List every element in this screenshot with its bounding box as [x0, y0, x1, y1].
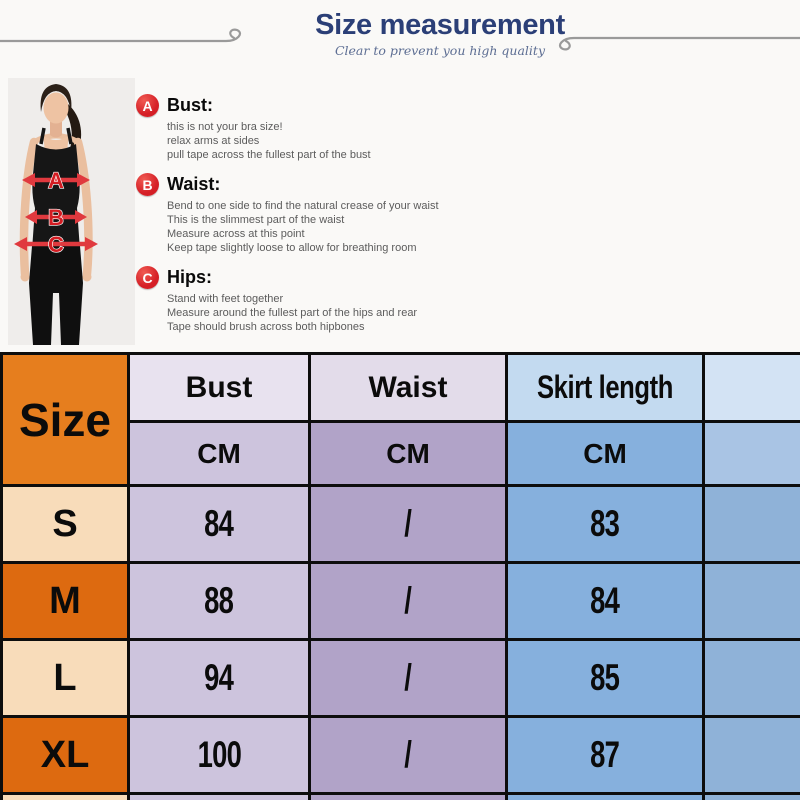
waist-value-s: / [310, 486, 507, 563]
hips-marker-letter: C [48, 232, 64, 257]
size-table [0, 352, 800, 800]
hips-heading: Hips: [167, 267, 212, 287]
bust-value-xl: 100 [129, 717, 310, 794]
instruction-section-waist [136, 173, 496, 255]
waist-line-3: Measure across at this point [167, 228, 305, 240]
bust-line-1: this is not your bra size! [167, 121, 283, 133]
column-header-row [2, 354, 800, 422]
bust-value-s: 84 [129, 486, 310, 563]
bust-line-2: relax arms at sides [167, 135, 260, 147]
bust-cell-clipped [129, 794, 310, 800]
size-cell-xl: XL [2, 717, 129, 794]
waist-cell-clipped [310, 794, 507, 800]
marker-a-letter: A [142, 97, 153, 114]
waist-line-1: Bend to one side to find the natural crease of your waist [167, 200, 439, 212]
hips-line-2: Measure around the fullest part of the hips and rear [167, 307, 418, 319]
col-header-bust: Bust [129, 354, 310, 422]
size-corner-header: Size [2, 354, 129, 486]
skirt-length-value-l: 85 [507, 640, 704, 717]
bust-marker-letter: A [48, 168, 64, 193]
size-cell-s: S [2, 486, 129, 563]
extra-cell [704, 486, 800, 563]
hips-line-1: Stand with feet together [167, 293, 284, 305]
skirt-length-value-s: 83 [507, 486, 704, 563]
page-title: Size measurement [315, 9, 565, 41]
extra-cell [704, 640, 800, 717]
page-subtitle: Clear to prevent you high quality [334, 43, 546, 58]
right-hand [83, 273, 92, 282]
unit-bust: CM [129, 422, 310, 486]
bust-value-m: 88 [129, 563, 310, 640]
model-photo [8, 78, 135, 345]
skirt-length-value-m: 84 [507, 563, 704, 640]
left-hand [21, 273, 30, 282]
marker-b-badge [136, 173, 159, 196]
table-row-l [2, 640, 800, 717]
waist-line-4: Keep tape slightly loose to allow for breathing room [167, 242, 417, 254]
size-cell-clipped [2, 794, 129, 800]
extra-cell [704, 563, 800, 640]
extra-cell [704, 717, 800, 794]
bust-value-l: 94 [129, 640, 310, 717]
table-row-m [2, 563, 800, 640]
skirt-length-value-xl: 87 [507, 717, 704, 794]
unit-waist: CM [310, 422, 507, 486]
waist-value-xl: / [310, 717, 507, 794]
size-cell-m: M [2, 563, 129, 640]
table-row-clipped [2, 794, 800, 800]
waist-value-m: / [310, 563, 507, 640]
waist-value-l: / [310, 640, 507, 717]
waist-line-2: This is the slimmest part of the waist [167, 214, 345, 226]
waist-heading: Waist: [167, 174, 221, 194]
instruction-section-bust [136, 94, 496, 162]
extra-cell [704, 794, 800, 800]
header [0, 9, 800, 58]
bust-heading: Bust: [167, 95, 213, 115]
marker-a-badge [136, 94, 159, 117]
col-header-waist: Waist [310, 354, 507, 422]
hips-line-3: Tape should brush across both hipbones [167, 321, 365, 333]
measurement-instructions [136, 94, 496, 345]
marker-c-letter: C [142, 269, 153, 286]
skirt-cell-clipped [507, 794, 704, 800]
marker-b-letter: B [142, 176, 153, 193]
table-row-s [2, 486, 800, 563]
size-cell-l: L [2, 640, 129, 717]
unit-extra [704, 422, 800, 486]
instruction-section-hips [136, 266, 496, 334]
marker-c-badge [136, 266, 159, 289]
bust-line-3: pull tape across the fullest part of the bust [167, 149, 371, 161]
table-row-xl [2, 717, 800, 794]
col-header-extra [704, 354, 800, 422]
waist-marker-letter: B [48, 205, 64, 230]
face [44, 93, 69, 124]
col-header-skirt-length: Skirt length [507, 354, 704, 422]
unit-skirt-length: CM [507, 422, 704, 486]
